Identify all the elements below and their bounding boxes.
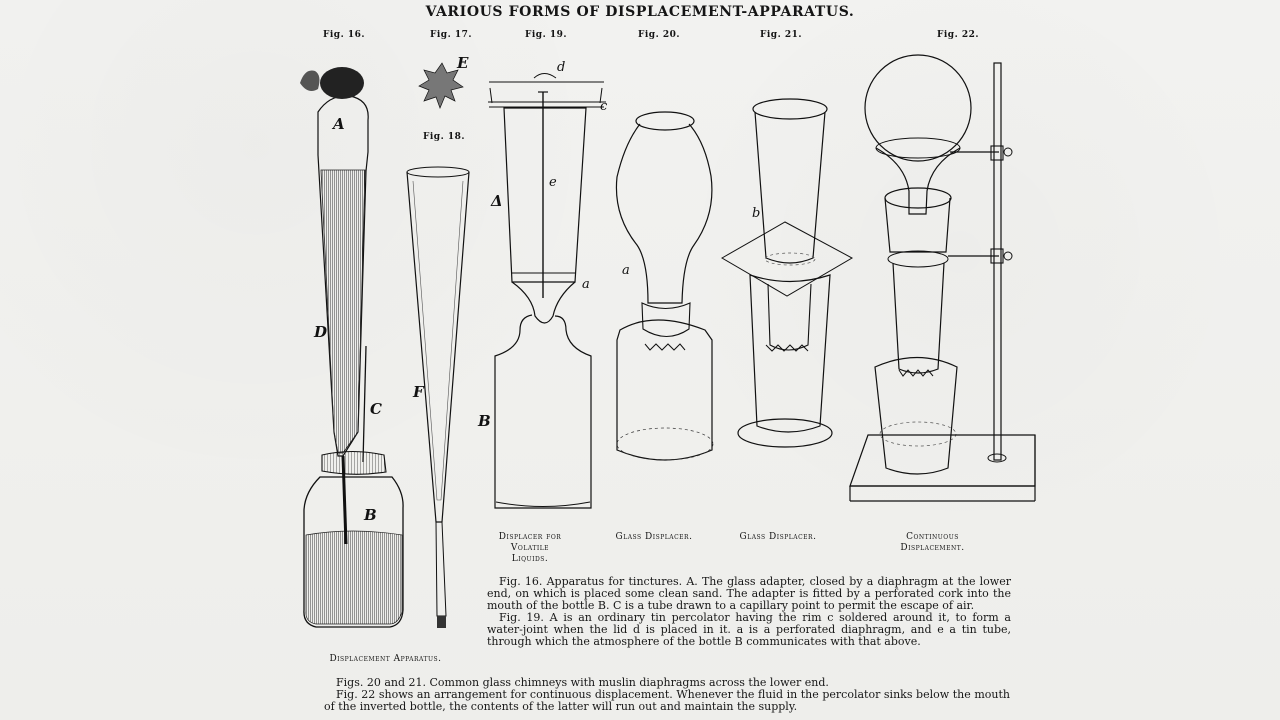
- label-a: A: [333, 115, 345, 133]
- caption-glass-displacer-2: Glass Displacer.: [739, 532, 817, 542]
- label-c: C: [370, 400, 382, 418]
- fig-17-diaphragm: [419, 54, 469, 108]
- caption-continuous-displacement: Continuous Displacement.: [900, 532, 965, 553]
- fig-22-continuous-displacement: [850, 55, 1035, 501]
- fig-18-funnel-tube: [407, 167, 469, 628]
- bottle-liquid: [306, 531, 402, 624]
- paragraph-fig19: Fig. 19. A is an ordinary tin percolator having the rim c soldered around it, to form a water-joint when the lid d is placed in it. a is a perforated diaphragm, and e a tin tube, through which the atmosphere of the bottle B communicates with that above.: [487, 611, 1011, 649]
- fig-20-glass-displacer: [616, 112, 713, 460]
- cork-ring: [322, 452, 386, 475]
- label-d: D: [314, 323, 328, 341]
- paragraph-fig22: Fig. 22 shows an arrangement for continuous displacement. Whenever the fluid in the percolator sinks below the mouth of the inverted bottle, the contents of the latter will run out and maintain the supply.: [324, 688, 1010, 714]
- paragraph-fig16: Fig. 16. Apparatus for tinctures. A. The glass adapter, closed by a diaphragm at the lower end, on which is placed some clean sand. The adapter is fitted by a perforated cork into the mouth of the bottle B. C is a tube drawn to a capillary point to permit the escape of air.: [487, 575, 1011, 613]
- figure-21-label: Fig. 21.: [760, 30, 803, 40]
- label-f: F: [413, 383, 424, 401]
- fig-21-glass-displacer: [722, 99, 852, 447]
- figure-18-label: Fig. 18.: [423, 132, 466, 142]
- ink-spot: [300, 71, 319, 92]
- figure-22-label: Fig. 22.: [937, 30, 980, 40]
- figure-17-label: Fig. 17.: [430, 30, 473, 40]
- caption-glass-displacer-1: Glass Displacer.: [615, 532, 693, 542]
- label-small-b: b: [752, 206, 761, 221]
- label-small-a-fig20: a: [622, 263, 630, 278]
- figure-explanations: [487, 576, 1011, 649]
- label-small-a-fig19: a: [582, 277, 590, 292]
- figure-16-label: Fig. 16.: [323, 30, 366, 40]
- label-bottle-b-fig19: B: [478, 412, 491, 430]
- figure-20-label: Fig. 20.: [638, 30, 681, 40]
- label-e: E: [457, 54, 469, 72]
- label-small-c: c: [600, 99, 608, 114]
- paragraph-figs20-21: Figs. 20 and 21. Common glass chimneys with muslin diaphragms across the lower end.: [336, 676, 829, 689]
- label-delta: Δ: [491, 192, 503, 210]
- figure-19-label: Fig. 19.: [525, 30, 568, 40]
- label-small-d: d: [557, 60, 566, 75]
- fig-19-percolator: [477, 60, 608, 508]
- capillary-tube-c: [363, 346, 366, 462]
- caption-displacer-volatile-liquids: Displacer for Volatile Liquids.: [498, 532, 562, 564]
- page-title: VARIOUS FORMS OF DISPLACEMENT-APPARATUS.: [425, 4, 855, 20]
- bottom-explanations: [324, 677, 1010, 713]
- dark-stopper-blot: [320, 67, 364, 99]
- label-small-e: e: [549, 175, 557, 190]
- label-b: B: [364, 506, 377, 524]
- fig-16-apparatus: [300, 67, 403, 627]
- caption-displacement-apparatus: Displacement Apparatus.: [329, 654, 442, 664]
